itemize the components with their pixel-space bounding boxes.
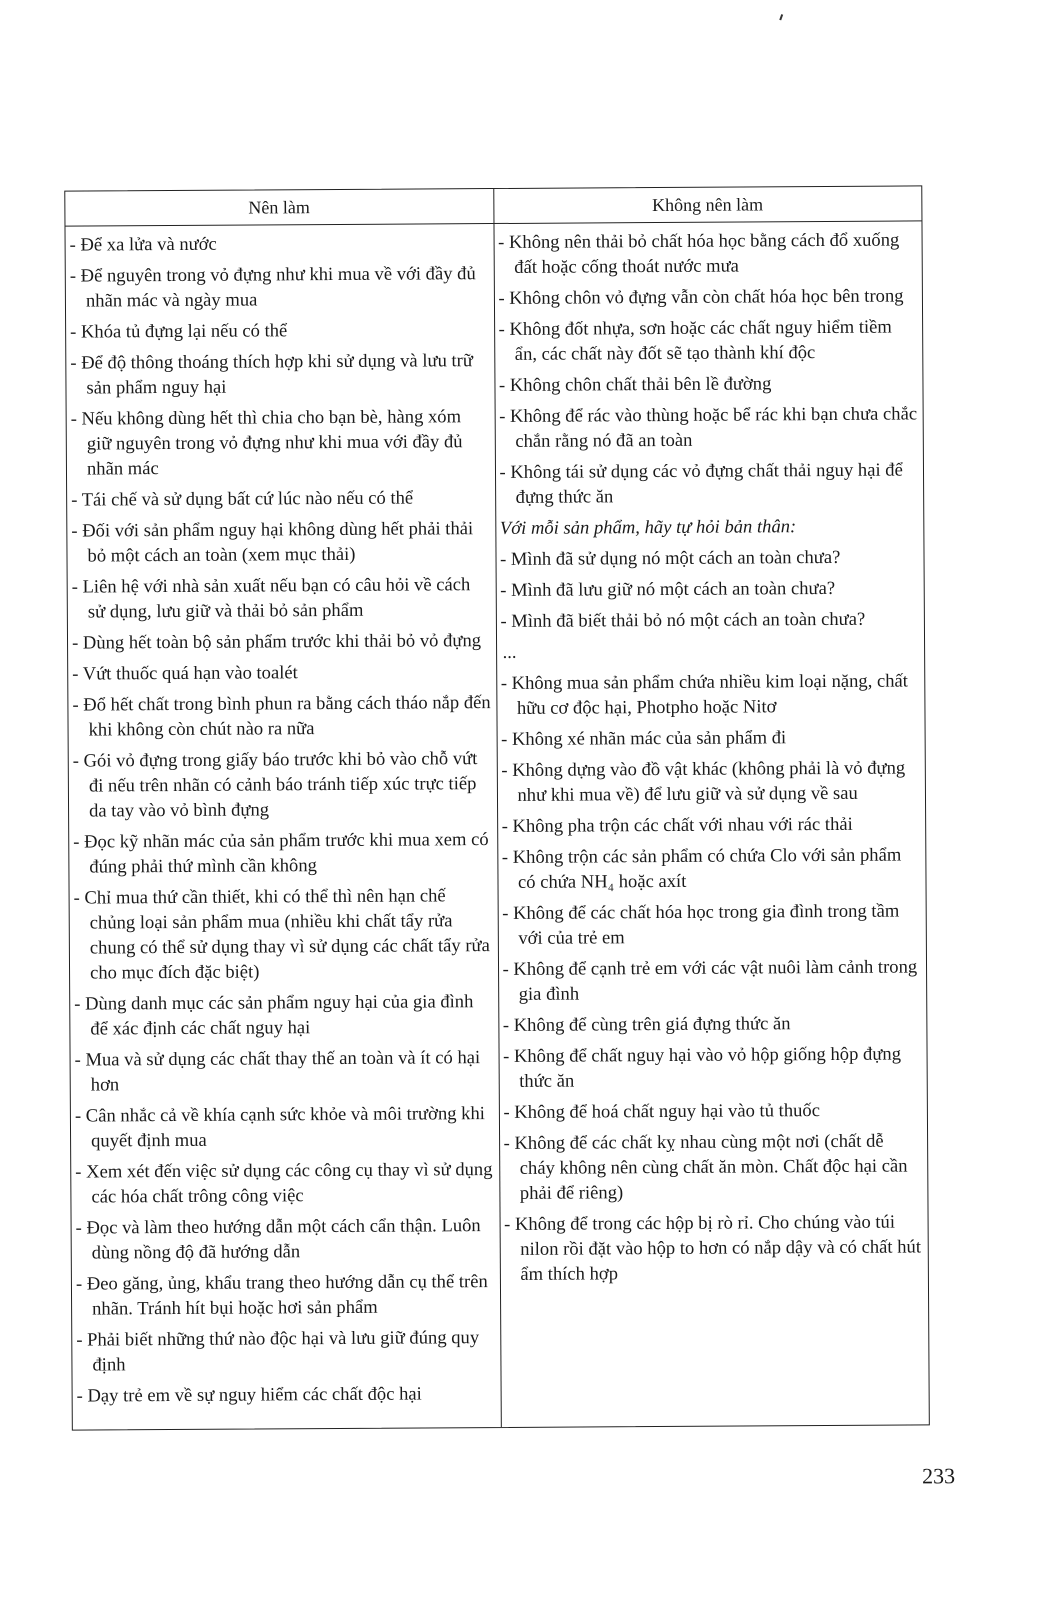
ellipsis: ... — [502, 641, 517, 663]
table-header — [65, 186, 921, 226]
dont-item: - Không để các chất kỵ nhau cùng một nơi (chất dễ cháy không nên cùng chất ăn mòn. Chất độc hại cần phải để riêng) — [503, 1130, 908, 1204]
dont-item: - Không xé nhãn mác của sản phẩm đi — [501, 727, 787, 750]
do-item: - Chỉ mua thứ cần thiết, khi có thể thì nên hạn chế chủng loại sản phẩm mua (nhiều khi chất tẩy rửa chung có thể sử dụng thay vì sử dụng các chất tẩy rửa cho mục đích đặc biệt) — [73, 885, 490, 984]
do-item: - Đeo găng, ủng, khẩu trang theo hướng dẫn cụ thể trên nhãn. Tránh hít bụi hoặc hơi sản phẩm — [75, 1271, 488, 1320]
do-item: - Liên hệ với nhà sản xuất nếu bạn có câu hỏi về cách sử dụng, lưu giữ và thải bỏ sản phẩm — [71, 574, 471, 623]
do-item: - Xem xét đến việc sử dụng các công cụ thay vì sử dụng các hóa chất trông công việc — [75, 1159, 493, 1208]
table-body — [65, 221, 928, 1429]
self-check-prompt: Với mỗi sản phẩm, hãy tự hỏi bản thân: — [499, 516, 797, 539]
dont-item: - Không để rác vào thùng hoặc bể rác khi bạn chưa chắc chắn rằng nó đã an toàn — [499, 403, 918, 452]
dont-item: - Không trộn các sản phẩm có chứa Clo với sản phẩm có chứa NH₄ hoặc axít — [501, 844, 902, 893]
dont-item: - Không nên thải bỏ chất hóa học bằng cách đổ xuống đất hoặc cống thoát nước mưa — [498, 229, 900, 278]
dont-item: - Không pha trộn các chất với nhau với rác thải — [501, 813, 853, 837]
do-item: - Gói vỏ đựng trong giấy báo trước khi bỏ vào chỗ vứt đi nếu trên nhãn có cảnh báo tránh tiếp xúc trực tiếp da tay vào vỏ bình đựng — [72, 748, 478, 822]
dont-item: - Không tái sử dụng các vỏ đựng chất thải nguy hại để đựng thức ăn — [499, 459, 903, 508]
scan-speck — [779, 14, 783, 20]
do-item: - Để nguyên trong vỏ đựng như khi mua về với đầy đủ nhãn mác và ngày mua — [69, 263, 476, 312]
dont-item: - Không chôn chất thải bên lề đường — [498, 373, 772, 396]
do-item: - Đổ hết chất trong bình phun ra bằng cách tháo nắp đến khi không còn chút nào ra nữa — [72, 692, 491, 741]
page-number: 233 — [922, 1463, 956, 1489]
self-check-question: - Mình đã biết thải bỏ nó một cách an toàn chưa? — [500, 608, 866, 632]
do-item: - Để độ thông thoáng thích hợp khi sử dụng và lưu trữ sản phẩm nguy hại — [70, 350, 473, 399]
header-dont: Không nên làm — [652, 193, 764, 215]
dont-item: - Không để chất nguy hại vào vỏ hộp giống hộp đựng thức ăn — [503, 1043, 902, 1092]
dont-item: - Không để cạnh trẻ em với các vật nuôi làm cảnh trong gia đình — [502, 956, 918, 1005]
self-check-question: - Mình đã sử dụng nó một cách an toàn chưa? — [499, 546, 841, 570]
self-check-question: - Mình đã lưu giữ nó một cách an toàn chưa? — [500, 577, 836, 601]
dont-item: - Không để các chất hóa học trong gia đình trong tầm với của trẻ em — [502, 900, 900, 949]
dont-item: - Không dựng vào đồ vật khác (không phải là vỏ đựng như khi mua về) để lưu giữ và sử dụng về sau — [501, 757, 906, 806]
do-item: - Mua và sử dụng các chất thay thế an toàn và ít có hại hơn — [74, 1047, 481, 1096]
do-item: - Đọc kỹ nhãn mác của sản phẩm trước khi mua xem có đúng phải thứ mình cần không — [73, 829, 489, 878]
do-item: - Nếu không dùng hết thì chia cho bạn bè, hàng xóm giữ nguyên trong vỏ đựng như khi mua với đầy đủ nhãn mác — [70, 406, 463, 480]
do-dont-table — [64, 185, 930, 1430]
do-item: - Khóa tủ đựng lại nếu có thể — [70, 320, 288, 343]
dont-item: - Không chôn vỏ đựng vẫn còn chất hóa học bên trong — [498, 285, 904, 309]
dont-item: - Không mua sản phẩm chứa nhiều kim loại nặng, chất hữu cơ độc hại, Photpho hoặc Nitơ — [500, 670, 909, 719]
dont-item: - Không để trong các hộp bị rò rỉ. Cho chúng vào túi nilon rồi đặt vào hộp to hơn có nắp dậy và có chất hút ẩm thích hợp — [504, 1211, 922, 1285]
do-item: - Dùng hết toàn bộ sản phẩm trước khi thải bỏ vỏ đựng — [71, 630, 482, 654]
header-do: Nên làm — [65, 189, 494, 226]
dont-item: - Không để cùng trên giá đựng thức ăn — [502, 1013, 791, 1036]
do-column — [65, 224, 501, 1430]
do-item: - Đọc và làm theo hướng dẫn một cách cẩn thận. Luôn dùng nồng độ đã hướng dẫn — [75, 1215, 481, 1264]
do-item: - Cân nhắc cả về khía cạnh sức khỏe và môi trường khi quyết định mua — [74, 1103, 485, 1152]
do-item: - Dùng danh mục các sản phẩm nguy hại của gia đình để xác định các chất nguy hại — [74, 991, 474, 1040]
do-item: - Tái chế và sử dụng bất cứ lúc nào nếu có thể — [71, 487, 414, 511]
dont-column — [494, 221, 929, 1427]
do-item: - Đối với sản phẩm nguy hại không dùng hết phải thải bỏ một cách an toàn (xem mục thải) — [71, 518, 474, 567]
do-item: - Phải biết những thứ nào độc hại và lưu giữ đúng quy định — [76, 1327, 480, 1376]
dont-item: - Không để hoá chất nguy hại vào tủ thuốc — [503, 1100, 820, 1123]
dont-item: - Không đốt nhựa, sơn hoặc các chất nguy hiểm tiềm ẩn, các chất này đốt sẽ tạo thành khí độc — [498, 316, 892, 365]
do-item: - Dạy trẻ em về sự nguy hiểm các chất độc hại — [76, 1383, 422, 1407]
do-item: - Vứt thuốc quá hạn vào toalét — [72, 662, 298, 685]
do-item: - Để xa lửa và nước — [69, 233, 217, 256]
